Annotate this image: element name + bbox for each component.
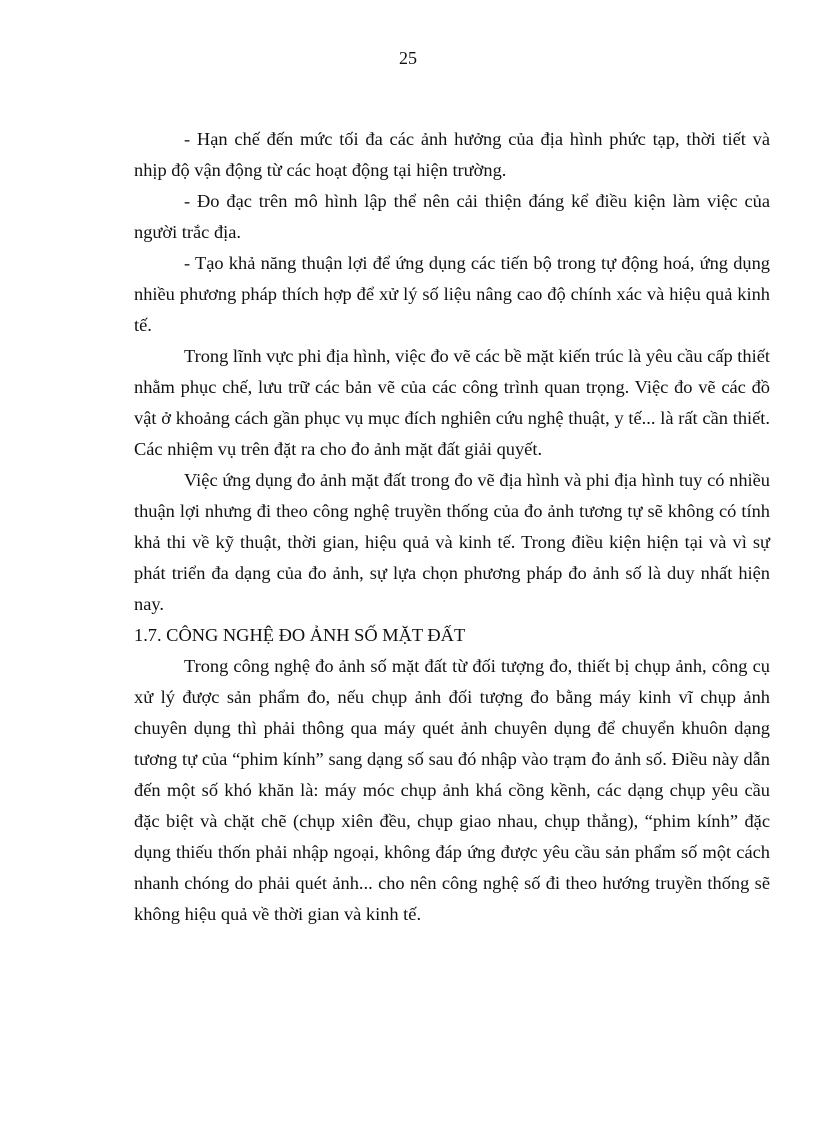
paragraph-automation: - Tạo khả năng thuận lợi để ứng dụng các tiến bộ trong tự động hoá, ứng dụng nhiều phương pháp thích hợp để xử lý số liệu nâng cao độ chính xác và hiệu quả kinh tế. bbox=[134, 253, 770, 335]
paragraph-stereo-model: - Đo đạc trên mô hình lập thể nên cải thiện đáng kể điều kiện làm việc của người trắc địa. bbox=[134, 191, 770, 242]
paragraph-digital-technology: Trong công nghệ đo ảnh số mặt đất từ đối tượng đo, thiết bị chụp ảnh, công cụ xử lý được sản phẩm đo, nếu chụp ảnh đối tượng đo bằng máy kinh vĩ chụp ảnh chuyên dụng thì phải thông qua máy quét ảnh chuyên dụng để chuyển khuôn dạng tương tự của “phim kính” sang dạng số sau đó nhập vào trạm đo ảnh số. Điều này dẫn đến một số khó khăn là: máy móc chụp ảnh khá cồng kềnh, các dạng chụp yêu cầu đặc biệt và chặt chẽ (chụp xiên đều, chụp giao nhau, chụp thẳng), “phim kính” đặc dụng thiếu thốn phải nhập ngoại, không đáp ứng được yêu cầu sản phẩm số một cách nhanh chóng do phải quét ảnh... cho nên công nghệ số đi theo hướng truyền thống sẽ không hiệu quả về thời gian và kinh tế. bbox=[134, 656, 770, 924]
paragraph-terrain-complexity: - Hạn chế đến mức tối đa các ảnh hưởng của địa hình phức tạp, thời tiết và nhịp độ vận động từ các hoạt động tại hiện trường. bbox=[134, 129, 770, 180]
page-number: 25 bbox=[399, 48, 417, 68]
document-body bbox=[134, 124, 770, 930]
paragraph-non-topographic: Trong lĩnh vực phi địa hình, việc đo vẽ các bề mặt kiến trúc là yêu cầu cấp thiết nhằm phục chế, lưu trữ các bản vẽ của các công trình quan trọng. Việc đo vẽ các đồ vật ở khoảng cách gần phục vụ mục đích nghiên cứu nghệ thuật, y tế... là rất cần thiết. Các nhiệm vụ trên đặt ra cho đo ảnh mặt đất giải quyết. bbox=[134, 346, 770, 459]
section-heading: 1.7. CÔNG NGHỆ ĐO ẢNH SỐ MẶT ĐẤT bbox=[134, 625, 466, 645]
paragraph-digital-choice: Việc ứng dụng đo ảnh mặt đất trong đo vẽ địa hình và phi địa hình tuy có nhiều thuận lợi nhưng đi theo công nghệ truyền thống của đo ảnh tương tự sẽ không có tính khả thi về kỹ thuật, thời gian, hiệu quả và kinh tế. Trong điều kiện hiện tại và vì sự phát triển đa dạng của đo ảnh, sự lựa chọn phương pháp đo ảnh số là duy nhất hiện nay. bbox=[134, 470, 770, 614]
